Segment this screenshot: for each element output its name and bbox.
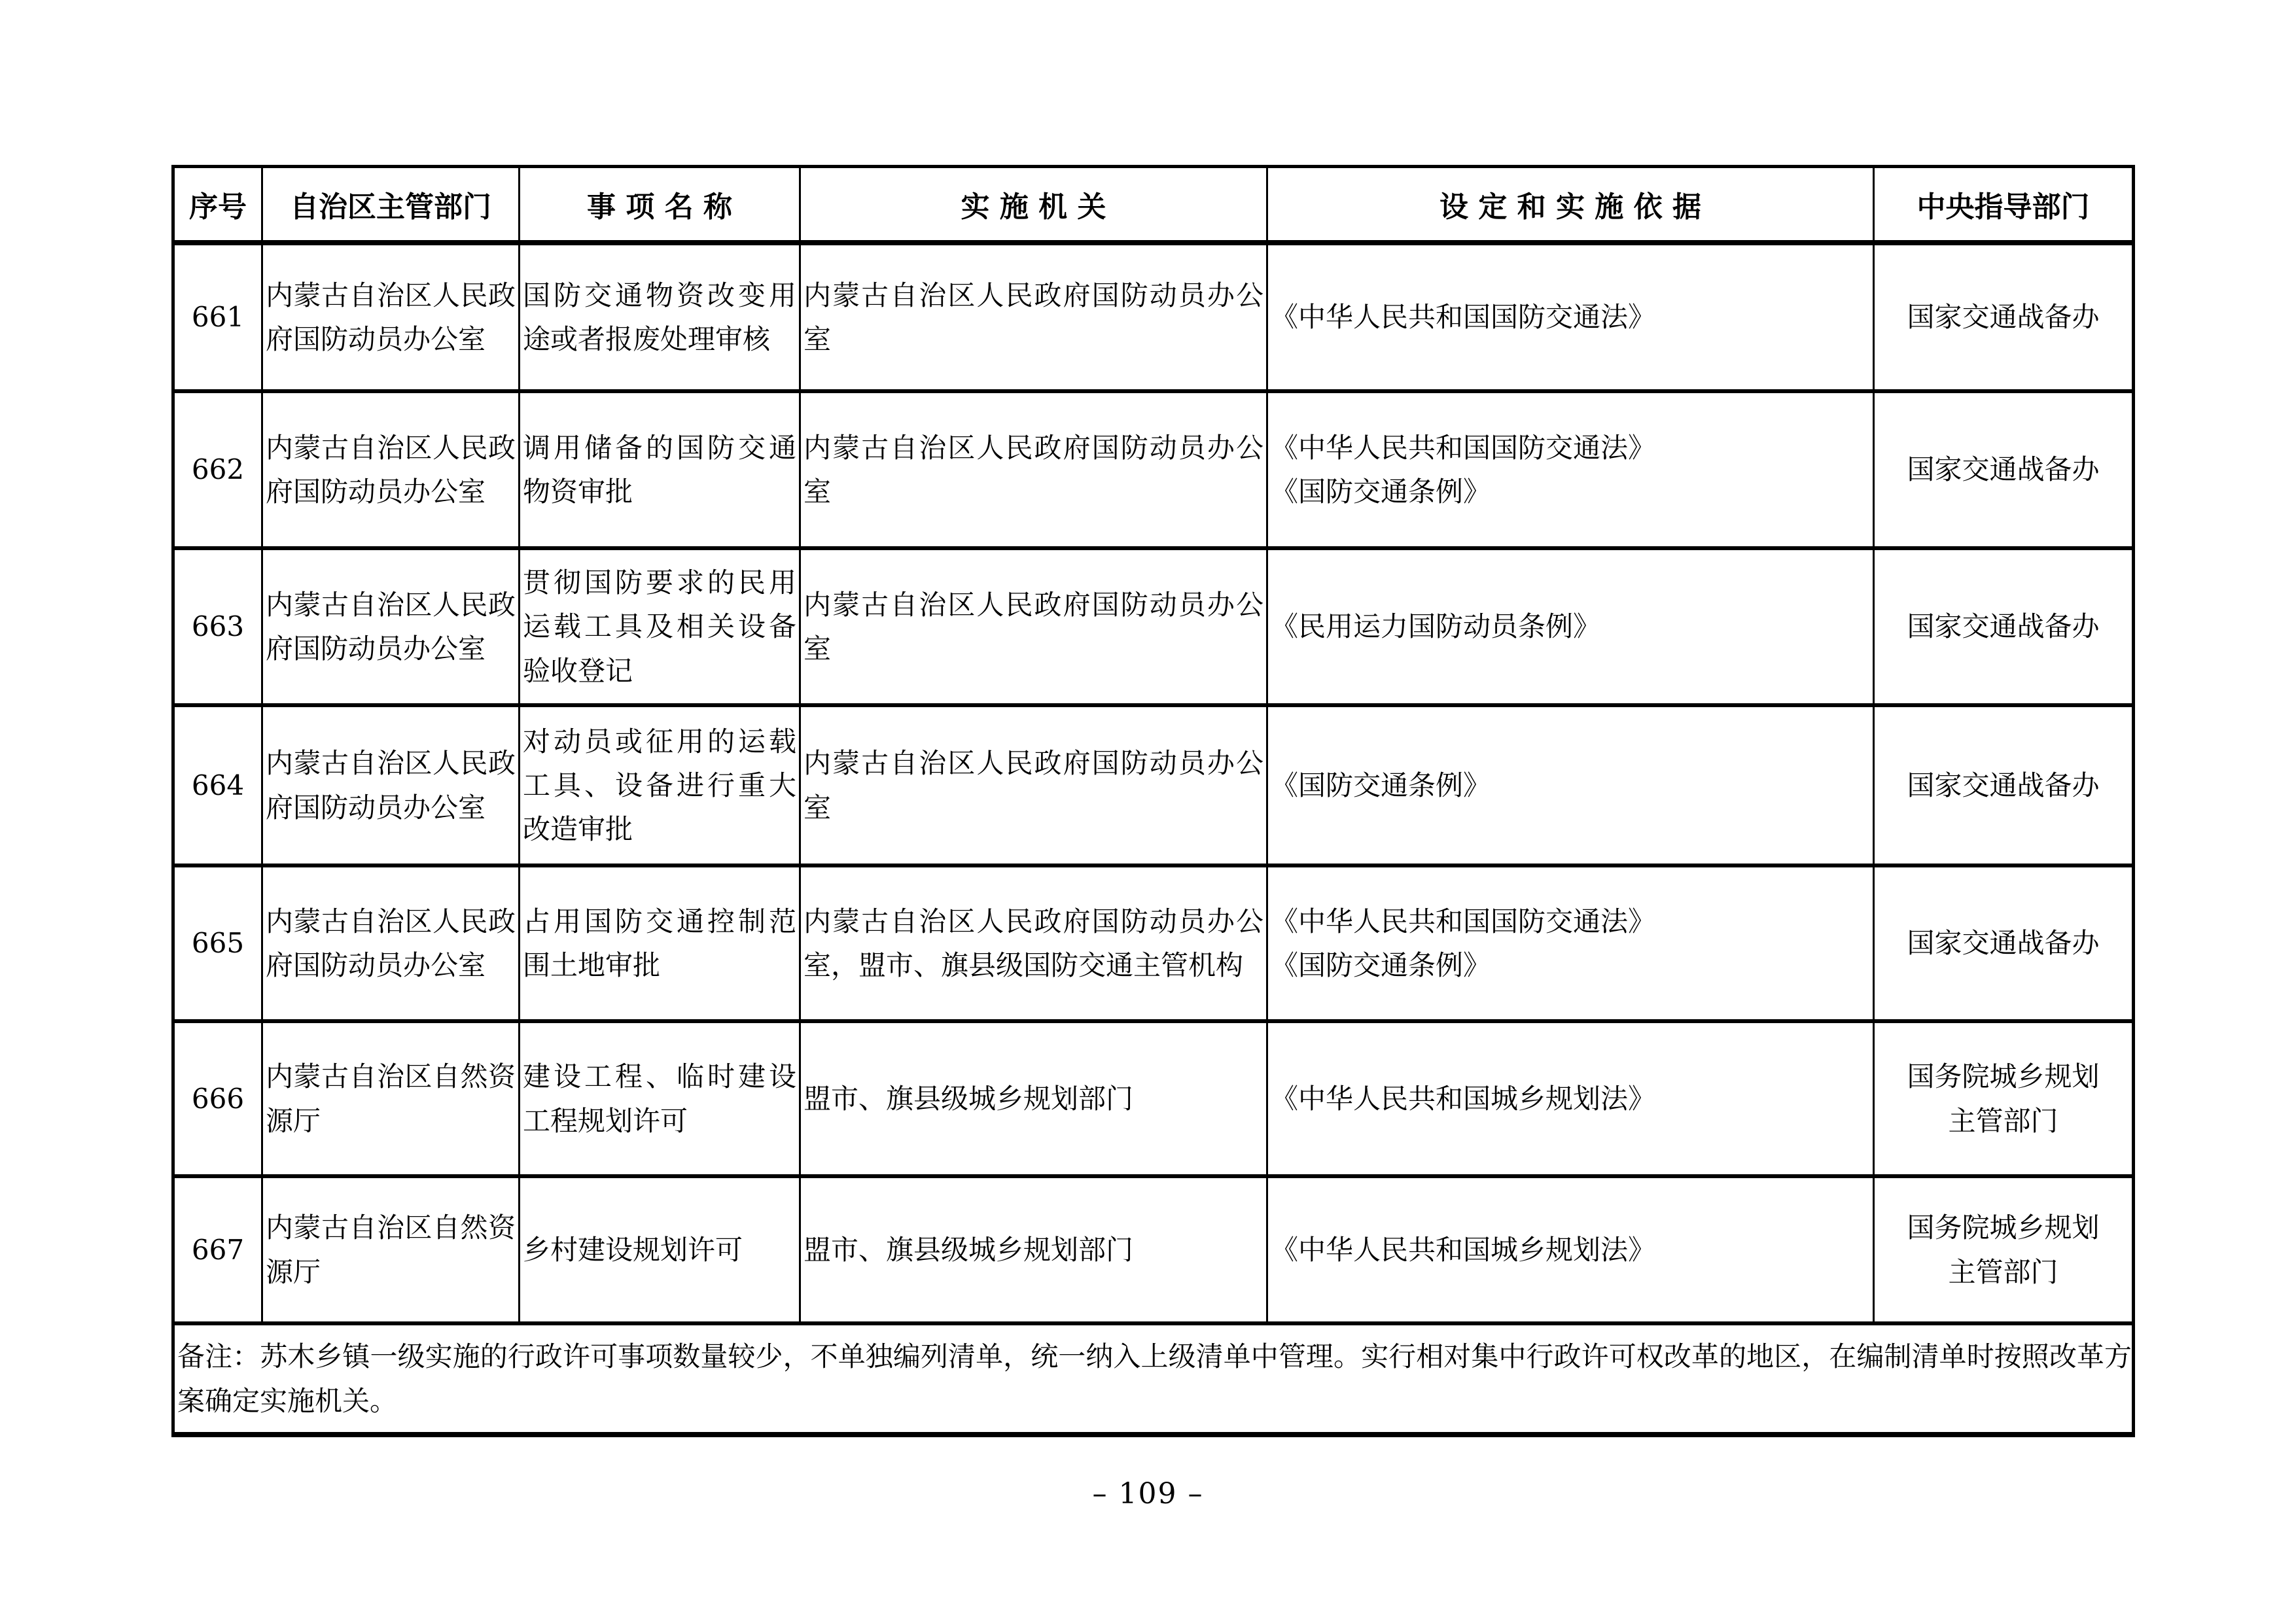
basis-cell (1267, 548, 1874, 705)
central-dept-cell: 国家交通战备办 (1874, 548, 2134, 705)
basis-line: 《中华人民共和国国防交通法》 (1271, 431, 1656, 464)
central-dept-cell: 国家交通战备办 (1874, 865, 2134, 1021)
header-row (173, 167, 2134, 243)
basis-cell (1267, 1176, 1874, 1323)
table-row (173, 1021, 2134, 1176)
region-dept-cell: 内蒙古自治区人民政府国防动员办公室 (262, 548, 520, 705)
central-dept-cell: 国家交通战备办 (1874, 705, 2134, 865)
region-dept-cell: 内蒙古自治区人民政府国防动员办公室 (262, 865, 520, 1021)
serial-number-cell: 662 (173, 391, 262, 548)
serial-number-cell: 665 (173, 865, 262, 1021)
central-dept-cell: 国家交通战备办 (1874, 391, 2134, 548)
col-header-implementing-agency: 实 施 机 关 (800, 167, 1267, 243)
implementing-agency-cell: 内蒙古自治区人民政府国防动员办公室，盟市、旗县级国防交通主管机构 (800, 865, 1267, 1021)
basis-line: 《国防交通条例》 (1271, 476, 1491, 508)
basis-line: 《民用运力国防动员条例》 (1271, 610, 1601, 643)
col-header-region-dept: 自治区主管部门 (262, 167, 520, 243)
region-dept-cell: 内蒙古自治区人民政府国防动员办公室 (262, 391, 520, 548)
basis-cell (1267, 1021, 1874, 1176)
note-row (173, 1323, 2134, 1435)
basis-cell (1267, 243, 1874, 391)
basis-line: 《国防交通条例》 (1271, 769, 1491, 801)
implementing-agency-cell: 盟市、旗县级城乡规划部门 (800, 1176, 1267, 1323)
central-dept-cell: 国家交通战备办 (1874, 243, 2134, 391)
item-name-cell: 贯彻国防要求的民用运载工具及相关设备验收登记 (520, 548, 800, 705)
table-row (173, 548, 2134, 705)
col-header-serial: 序号 (173, 167, 262, 243)
item-name-cell: 对动员或征用的运载工具、设备进行重大改造审批 (520, 705, 800, 865)
table-row (173, 865, 2134, 1021)
region-dept-cell: 内蒙古自治区人民政府国防动员办公室 (262, 243, 520, 391)
permit-items-table (171, 165, 2135, 1437)
item-name-cell: 建设工程、临时建设工程规划许可 (520, 1021, 800, 1176)
col-header-basis: 设 定 和 实 施 依 据 (1267, 167, 1874, 243)
basis-cell (1267, 391, 1874, 548)
page-number: – 109 – (1092, 1477, 1204, 1510)
item-name-cell: 调用储备的国防交通物资审批 (520, 391, 800, 548)
region-dept-cell: 内蒙古自治区自然资源厅 (262, 1021, 520, 1176)
table-row (173, 705, 2134, 865)
implementing-agency-cell: 内蒙古自治区人民政府国防动员办公室 (800, 705, 1267, 865)
basis-line: 《中华人民共和国城乡规划法》 (1271, 1082, 1656, 1115)
table-row (173, 243, 2134, 391)
table-row (173, 1176, 2134, 1323)
basis-line: 《中华人民共和国国防交通法》 (1271, 301, 1656, 334)
basis-line: 《国防交通条例》 (1271, 949, 1491, 981)
serial-number-cell: 664 (173, 705, 262, 865)
item-name-cell: 占用国防交通控制范围土地审批 (520, 865, 800, 1021)
col-header-central-dept: 中央指导部门 (1874, 167, 2134, 243)
note-cell: 备注：苏木乡镇一级实施的行政许可事项数量较少，不单独编列清单，统一纳入上级清单中管理。实行相对集中行政许可权改革的地区，在编制清单时按照改革方案确定实施机关。 (173, 1323, 2134, 1435)
implementing-agency-cell: 盟市、旗县级城乡规划部门 (800, 1021, 1267, 1176)
region-dept-cell: 内蒙古自治区自然资源厅 (262, 1176, 520, 1323)
implementing-agency-cell: 内蒙古自治区人民政府国防动员办公室 (800, 391, 1267, 548)
implementing-agency-cell: 内蒙古自治区人民政府国防动员办公室 (800, 548, 1267, 705)
serial-number-cell: 667 (173, 1176, 262, 1323)
central-dept-cell: 国务院城乡规划主管部门 (1874, 1176, 2134, 1323)
item-name-cell: 国防交通物资改变用途或者报废处理审核 (520, 243, 800, 391)
basis-line: 《中华人民共和国国防交通法》 (1271, 905, 1656, 937)
basis-cell (1267, 865, 1874, 1021)
serial-number-cell: 663 (173, 548, 262, 705)
region-dept-cell: 内蒙古自治区人民政府国防动员办公室 (262, 705, 520, 865)
central-dept-cell: 国务院城乡规划主管部门 (1874, 1021, 2134, 1176)
col-header-item-name: 事 项 名 称 (520, 167, 800, 243)
serial-number-cell: 666 (173, 1021, 262, 1176)
basis-cell (1267, 705, 1874, 865)
basis-line: 《中华人民共和国城乡规划法》 (1271, 1233, 1656, 1266)
table-row (173, 391, 2134, 548)
serial-number-cell: 661 (173, 243, 262, 391)
item-name-cell: 乡村建设规划许可 (520, 1176, 800, 1323)
implementing-agency-cell: 内蒙古自治区人民政府国防动员办公室 (800, 243, 1267, 391)
